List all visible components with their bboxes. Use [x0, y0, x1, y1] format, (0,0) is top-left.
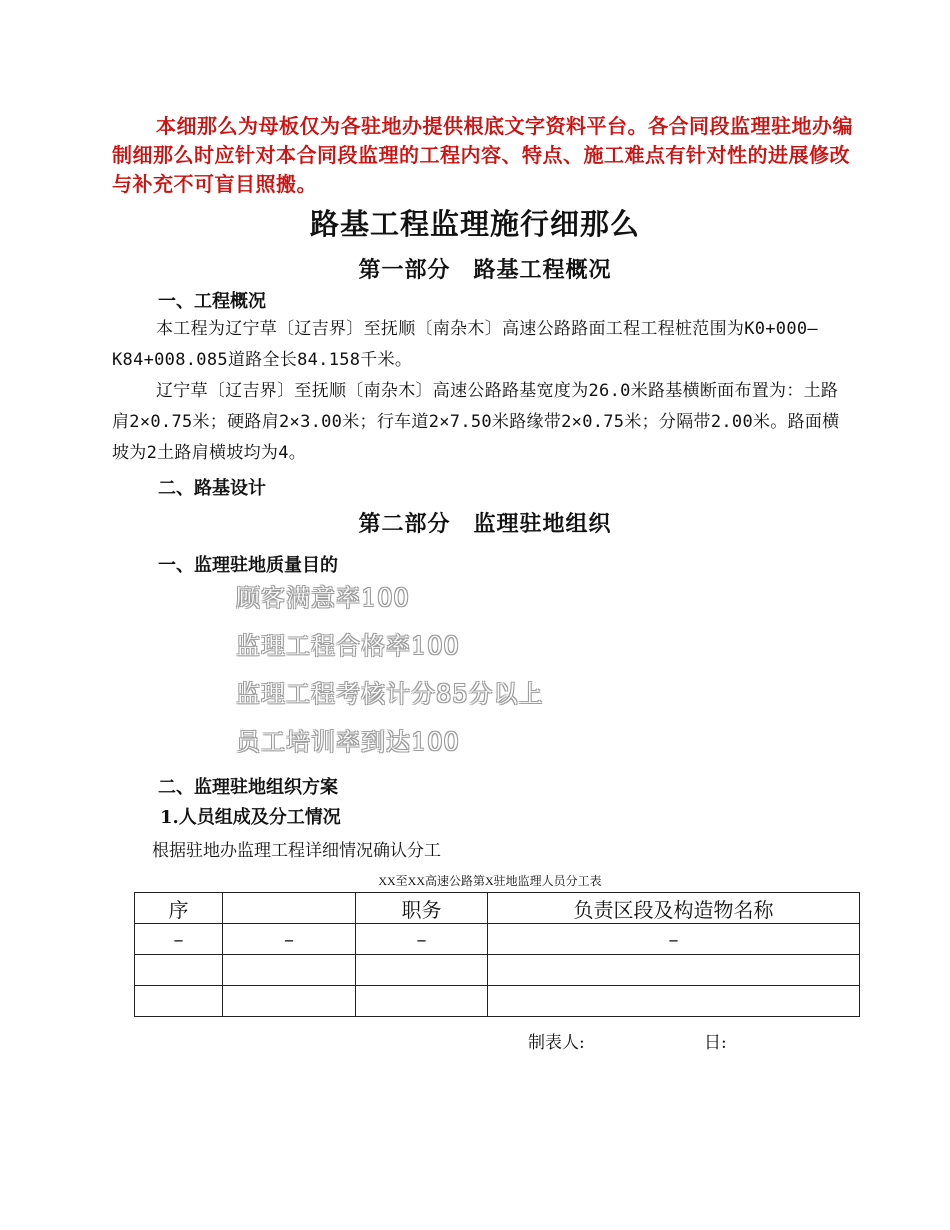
goal-item: 监理工程考核计分85分以上 — [236, 680, 544, 708]
table-header-row — [135, 893, 860, 924]
section-quality-goals: 一、监理驻地质量目的 — [158, 555, 338, 576]
table-cell: – — [223, 924, 356, 955]
staff-table — [134, 892, 860, 1017]
date-label: 日: — [704, 1033, 727, 1053]
header-cell: 序 — [135, 893, 223, 924]
section-project-overview: 一、工程概况 — [158, 291, 266, 312]
table-cell — [488, 955, 860, 986]
staffing-intro: 根据驻地办监理工程详细情况确认分工 — [152, 841, 441, 861]
table-maker-label: 制表人: — [528, 1033, 585, 1053]
header-cell: 负责区段及构造物名称 — [488, 893, 860, 924]
document-title: 路基工程监理施行细那么 — [309, 207, 640, 241]
section-organization-plan: 二、监理驻地组织方案 — [158, 777, 338, 798]
goal-item: 监理工程合格率100 — [236, 632, 460, 660]
table-cell — [135, 955, 223, 986]
table-row — [135, 924, 860, 955]
header-cell: 职务 — [356, 893, 488, 924]
table-caption: XX至XX高速公路第X驻地监理人员分工表 — [378, 874, 602, 888]
table-cell — [488, 986, 860, 1017]
table-cell: – — [356, 924, 488, 955]
goal-item: 员工培训率到达100 — [236, 728, 460, 756]
table-cell — [135, 986, 223, 1017]
table-cell — [223, 955, 356, 986]
section-subgrade-design: 二、路基设计 — [158, 478, 266, 499]
subsection-staffing: 1.人员组成及分工情况 — [160, 807, 341, 828]
table-cell — [356, 955, 488, 986]
table-row — [135, 986, 860, 1017]
table-row — [135, 955, 860, 986]
part2-title: 第二部分 监理驻地组织 — [358, 511, 612, 537]
table-cell — [223, 986, 356, 1017]
goal-item: 顾客满意率100 — [236, 584, 410, 612]
header-cell — [223, 893, 356, 924]
table-cell: – — [488, 924, 860, 955]
overview-paragraph-2: 辽宁草〔辽吉界〕至抚顺〔南杂木〕高速公路路基宽度为26.0米路基横断面布置为：土路肩2×0.75米；硬路肩2×3.00米；行车道2×7.50米路缘带2×0.75米；分隔带2.00米。路面横坡为2土路肩横坡均为4。 — [112, 381, 840, 463]
table-cell — [356, 986, 488, 1017]
part1-title: 第一部分 路基工程概况 — [358, 257, 612, 283]
table-cell: – — [135, 924, 223, 955]
notice-text: 本细那么为母板仅为各驻地办提供根底文字资料平台。各合同段监理驻地办编制细那么时应针对本合同段监理的工程内容、特点、施工难点有针对性的进展修改与补充不可盲目照搬。 — [112, 114, 853, 196]
overview-paragraph-1: 本工程为辽宁草〔辽吉界〕至抚顺〔南杂木〕高速公路路面工程工程桩范围为K0+000—K84+008.085道路全长84.158千米。 — [112, 319, 818, 370]
